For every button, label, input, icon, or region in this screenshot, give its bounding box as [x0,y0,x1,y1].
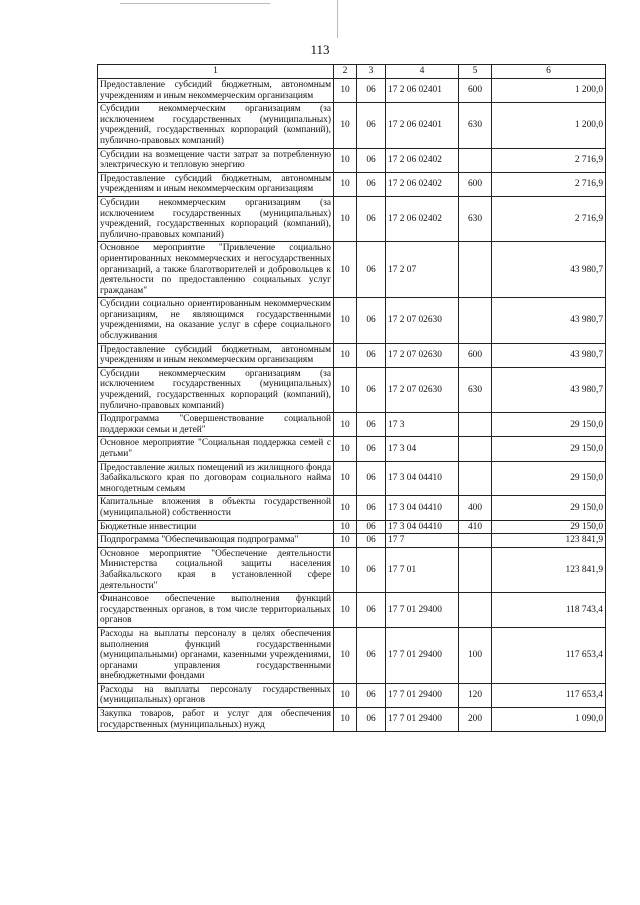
row-target-code: 17 2 07 02630 [386,367,459,412]
row-expense-type: 200 [459,708,492,732]
row-name: Субсидии некоммерческим организациям (за исключением государственных (муниципальных) учреждений, государственных корпораций (компаний), публично-правовых компаний) [98,196,334,241]
table-row [98,242,606,298]
row-amount: 2 716,9 [492,148,606,172]
table-row [98,413,606,437]
row-subsection: 06 [357,683,386,707]
row-name: Предоставление субсидий бюджетным, автономным учреждениям и иным некоммерческим организациям [98,343,334,367]
row-name: Бюджетные инвестиции [98,520,334,534]
table-row [98,708,606,732]
row-amount: 1 200,0 [492,103,606,148]
row-name: Субсидии некоммерческим организациям (за исключением государственных (муниципальных) учреждений, государственных корпораций (компаний), публично-правовых компаний) [98,103,334,148]
row-name: Закупка товаров, работ и услуг для обеспечения государственных (муниципальных) нужд [98,708,334,732]
row-target-code: 17 7 01 [386,547,459,592]
table-row [98,103,606,148]
row-target-code: 17 3 [386,413,459,437]
row-target-code: 17 2 06 02402 [386,148,459,172]
row-expense-type [459,461,492,496]
row-expense-type [459,547,492,592]
row-name: Основное мероприятие "Привлечение социально ориентированных некоммерческих и негосударственных организаций, а также благотворителей и добровольцев к деятельности по предоставлению социальных услуг гражданам" [98,242,334,298]
row-amount: 29 150,0 [492,437,606,461]
row-section: 10 [334,593,357,628]
row-subsection: 06 [357,547,386,592]
table-row [98,520,606,534]
row-name: Расходы на выплаты персоналу в целях обеспечения выполнения функций государственными (муниципальными) органами, казенными учреждениями, органами управления государственными внебюджетными фондами [98,627,334,683]
header-col-4: 4 [386,65,459,79]
row-name: Финансовое обеспечение выполнения функций государственных органов, в том числе территориальных органов [98,593,334,628]
row-name: Предоставление субсидий бюджетным, автономным учреждениям и иным некоммерческим организациям [98,172,334,196]
row-amount: 117 653,4 [492,683,606,707]
row-subsection: 06 [357,534,386,548]
row-amount: 43 980,7 [492,298,606,343]
row-subsection: 06 [357,437,386,461]
row-subsection: 06 [357,196,386,241]
row-section: 10 [334,627,357,683]
row-section: 10 [334,367,357,412]
row-amount: 123 841,9 [492,547,606,592]
row-expense-type: 600 [459,79,492,103]
row-target-code: 17 7 01 29400 [386,593,459,628]
row-expense-type: 630 [459,367,492,412]
row-subsection: 06 [357,496,386,520]
header-col-2: 2 [334,65,357,79]
row-target-code: 17 2 06 02402 [386,196,459,241]
row-name: Подпрограмма "Обеспечивающая подпрограмма" [98,534,334,548]
table-row [98,79,606,103]
row-section: 10 [334,496,357,520]
row-amount: 43 980,7 [492,242,606,298]
table-row [98,437,606,461]
table-row [98,172,606,196]
row-section: 10 [334,79,357,103]
row-target-code: 17 2 07 02630 [386,343,459,367]
table-row [98,148,606,172]
row-name: Предоставление жилых помещений из жилищного фонда Забайкальского края по договорам социального найма многодетным семьям [98,461,334,496]
row-expense-type [459,437,492,461]
row-amount: 43 980,7 [492,367,606,412]
row-expense-type [459,413,492,437]
row-amount: 1 200,0 [492,79,606,103]
row-section: 10 [334,148,357,172]
row-expense-type: 120 [459,683,492,707]
row-section: 10 [334,461,357,496]
row-amount: 29 150,0 [492,413,606,437]
row-name: Основное мероприятие "Социальная поддержка семей с детьми" [98,437,334,461]
row-name: Субсидии некоммерческим организациям (за исключением государственных (муниципальных) учреждений, государственных корпораций (компаний), публично-правовых компаний) [98,367,334,412]
row-target-code: 17 7 01 29400 [386,683,459,707]
row-amount: 123 841,9 [492,534,606,548]
row-subsection: 06 [357,708,386,732]
row-amount: 1 090,0 [492,708,606,732]
table-row [98,683,606,707]
row-subsection: 06 [357,172,386,196]
row-subsection: 06 [357,148,386,172]
row-target-code: 17 7 [386,534,459,548]
row-expense-type [459,534,492,548]
row-amount: 2 716,9 [492,172,606,196]
row-expense-type [459,242,492,298]
row-subsection: 06 [357,461,386,496]
row-expense-type: 630 [459,103,492,148]
scan-mark-vertical [337,0,338,38]
table-row [98,343,606,367]
table-row [98,196,606,241]
row-section: 10 [334,343,357,367]
row-subsection: 06 [357,593,386,628]
row-amount: 29 150,0 [492,496,606,520]
row-amount: 117 653,4 [492,627,606,683]
row-amount: 29 150,0 [492,461,606,496]
row-section: 10 [334,413,357,437]
table-row [98,547,606,592]
row-subsection: 06 [357,298,386,343]
row-target-code: 17 2 07 [386,242,459,298]
header-col-6: 6 [492,65,606,79]
row-subsection: 06 [357,343,386,367]
row-expense-type: 400 [459,496,492,520]
row-expense-type: 100 [459,627,492,683]
row-subsection: 06 [357,242,386,298]
row-expense-type: 410 [459,520,492,534]
row-amount: 29 150,0 [492,520,606,534]
row-section: 10 [334,534,357,548]
row-target-code: 17 2 07 02630 [386,298,459,343]
row-amount: 118 743,4 [492,593,606,628]
header-row [98,65,606,79]
table-row [98,298,606,343]
budget-table [97,64,606,732]
row-expense-type [459,148,492,172]
row-amount: 43 980,7 [492,343,606,367]
row-section: 10 [334,298,357,343]
row-section: 10 [334,103,357,148]
header-col-1: 1 [98,65,334,79]
row-section: 10 [334,708,357,732]
row-expense-type: 600 [459,172,492,196]
row-subsection: 06 [357,79,386,103]
row-name: Субсидии на возмещение части затрат за потребленную электрическую и тепловую энергию [98,148,334,172]
table-row [98,367,606,412]
row-subsection: 06 [357,367,386,412]
row-section: 10 [334,172,357,196]
row-section: 10 [334,437,357,461]
table-row [98,593,606,628]
row-target-code: 17 3 04 04410 [386,461,459,496]
row-name: Субсидии социально ориентированным некоммерческим организациям, не являющимся государственными учреждениями, на оказание услуг в сфере социального обслуживания [98,298,334,343]
row-subsection: 06 [357,103,386,148]
table-row [98,627,606,683]
page-number: 113 [310,42,330,57]
row-target-code: 17 3 04 [386,437,459,461]
header-col-5: 5 [459,65,492,79]
row-target-code: 17 7 01 29400 [386,708,459,732]
table-row [98,496,606,520]
scan-mark-top-line [120,3,270,4]
table-row [98,461,606,496]
row-subsection: 06 [357,413,386,437]
row-expense-type [459,593,492,628]
row-subsection: 06 [357,627,386,683]
row-expense-type: 630 [459,196,492,241]
row-target-code: 17 3 04 04410 [386,520,459,534]
row-target-code: 17 7 01 29400 [386,627,459,683]
row-target-code: 17 2 06 02401 [386,79,459,103]
row-name: Капитальные вложения в объекты государственной (муниципальной) собственности [98,496,334,520]
row-section: 10 [334,520,357,534]
row-target-code: 17 2 06 02401 [386,103,459,148]
row-target-code: 17 2 06 02402 [386,172,459,196]
row-expense-type [459,298,492,343]
row-section: 10 [334,196,357,241]
header-col-3: 3 [357,65,386,79]
row-name: Расходы на выплаты персоналу государственных (муниципальных) органов [98,683,334,707]
row-expense-type: 600 [459,343,492,367]
row-name: Подпрограмма "Совершенствование социальной поддержки семьи и детей" [98,413,334,437]
row-amount: 2 716,9 [492,196,606,241]
row-name: Основное мероприятие "Обеспечение деятельности Министерства социальной защиты населения Забайкальского края в установленной сфере деятельности" [98,547,334,592]
row-name: Предоставление субсидий бюджетным, автономным учреждениям и иным некоммерческим организациям [98,79,334,103]
row-section: 10 [334,547,357,592]
table-row [98,534,606,548]
row-section: 10 [334,242,357,298]
row-section: 10 [334,683,357,707]
row-target-code: 17 3 04 04410 [386,496,459,520]
row-subsection: 06 [357,520,386,534]
